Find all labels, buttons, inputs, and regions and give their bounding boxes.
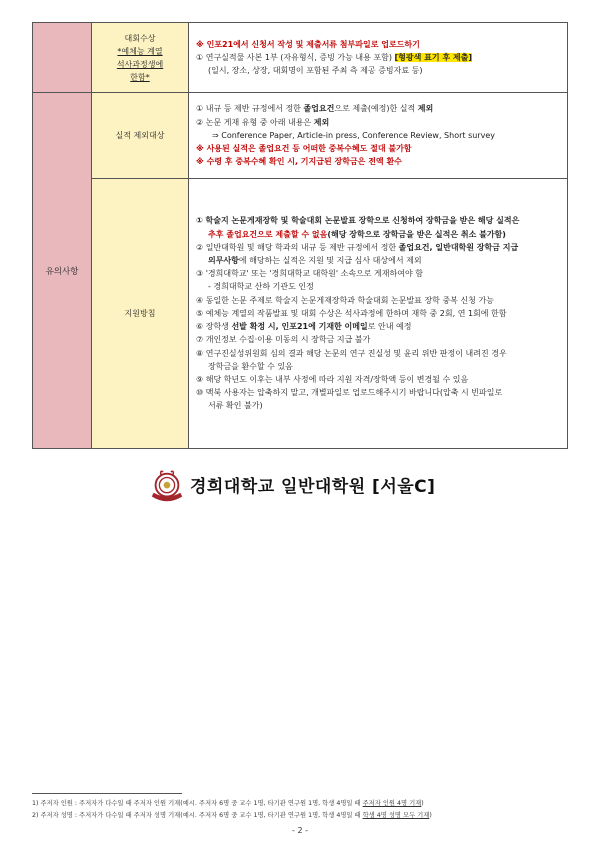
detail-line: ② 논문 게재 유형 중 아래 내용은 제외 — [196, 117, 330, 127]
footnote-2: 2) 주저자 성명 : 주저자가 다수일 때 주저자 성명 기재(예시. 주저자 6명 중 교수 1명, 타기관 연구원 1명, 학생 4명일 때 학생 4명 성명 모두 기재) — [32, 812, 432, 819]
table-row — [33, 179, 568, 449]
policy-item: ⑦ 개인정보 수집·이용 미동의 시 장학금 지급 불가 — [196, 335, 371, 345]
upload-notice: ※ 인포21에서 신청서 작성 및 제출서류 첨부파일로 업로드하기 — [196, 39, 420, 49]
notice-table — [32, 22, 568, 449]
footnote-divider — [32, 793, 182, 794]
category-exclusions: 실적 제외대상 — [92, 93, 189, 179]
row-label-empty — [33, 23, 92, 93]
policy-item: ⑥ 장학생 선발 확정 시, 인포21에 기재한 이메일로 안내 예정 — [196, 322, 412, 332]
support-policy-details — [189, 179, 568, 449]
policy-item: 추후 졸업요건으로 제출할 수 없음(해당 장학으로 장학금을 받은 실적은 취소 불가함) — [208, 229, 506, 239]
policy-item: 서류 확인 불가) — [208, 401, 263, 411]
policy-item: ⑤ 예체능 계열의 작품발표 및 대회 수상은 석사과정에 한하며 재학 중 2회, 연 1회에 한함 — [196, 308, 507, 318]
policy-item: ③ '경희대학교' 또는 '경희대학교 대학원' 소속으로 게재하여야 함 — [196, 269, 423, 279]
policy-item: ⑧ 연구진실성위원회 심의 결과 해당 논문의 연구 진실성 및 윤리 위반 판정이 내려진 경우 — [196, 348, 507, 358]
exclusion-details — [189, 93, 568, 179]
merged-label: 유의사항 — [33, 93, 92, 449]
university-seal-icon — [148, 468, 186, 506]
policy-item: 의무사항에 해당하는 실적은 지원 및 지급 심사 대상에서 제외 — [208, 256, 422, 266]
category-support-policy: 지원방침 — [92, 179, 189, 449]
warning-line: ※ 수령 후 중복수혜 확인 시, 기지급된 장학금은 전액 환수 — [196, 157, 402, 167]
policy-item: ① 학술지 논문게재장학 및 학술대회 논문발표 장학으로 신청하여 장학금을 받은 해당 실적은 — [196, 216, 520, 226]
institution-title: 경희대학교 일반대학원 [서울C] — [190, 477, 436, 497]
detail-line: ⇒ Conference Paper, Article-in press, Conference Review, Short survey — [212, 130, 495, 140]
policy-item: 장학금을 환수할 수 있음 — [208, 361, 293, 371]
page-number: - 2 - — [292, 826, 308, 835]
policy-item: ⑨ 해당 학년도 이후는 내부 사정에 따라 지원 자격/장학액 등이 변경될 수 있음 — [196, 374, 469, 384]
footnote-1: 1) 주저자 인원 : 주저자가 다수일 때 주저자 인원 기재(예시. 주저자 6명 중 교수 1명, 타기관 연구원 1명, 학생 4명일 때 주저자 인원 4명 기재) — [32, 800, 424, 807]
policy-item: ② 일반대학원 및 해당 학과의 내규 등 제반 규정에서 정한 졸업요건, 일반대학원 장학금 지급 — [196, 242, 519, 252]
category-contest-award — [92, 23, 189, 93]
category-label-line: 대회수상 — [124, 33, 156, 43]
category-label-line: 석사과정생에 — [116, 59, 164, 69]
category-label-line: *예체능 계열 — [117, 46, 163, 56]
policy-item: - 경희대학교 산하 기관도 인정 — [208, 282, 314, 292]
warning-line: ※ 사용된 실적은 졸업요건 등 어떠한 중복수혜도 절대 불가함 — [196, 144, 412, 154]
contest-award-details — [189, 23, 568, 93]
highlight-notice: [형광색 표기 후 제출] — [394, 52, 472, 62]
table-row — [33, 23, 568, 93]
category-label-line: 한함* — [130, 72, 150, 82]
detail-line: ① 내규 등 제반 규정에서 정한 졸업요건으로 제출(예정)한 실적 제외 — [196, 104, 434, 114]
policy-item: ④ 동일한 논문 주제로 학술지 논문게재장학과 학술대회 논문발표 장학 중복 신청 가능 — [196, 295, 494, 305]
detail-line: ① 연구실적물 사본 1부 (자유형식, 증빙 가능 내용 포함) [형광색 표기 후 제출] — [196, 52, 472, 62]
detail-line: (일시, 장소, 상장, 대회명이 포함된 주최 측 제공 증빙자료 등) — [208, 66, 423, 76]
table-row — [33, 93, 568, 179]
policy-item: ⑩ 맥북 사용자는 압축하지 말고, 개별파일로 업로드해주시기 바랍니다(압축 시 빈파일로 — [196, 388, 503, 398]
